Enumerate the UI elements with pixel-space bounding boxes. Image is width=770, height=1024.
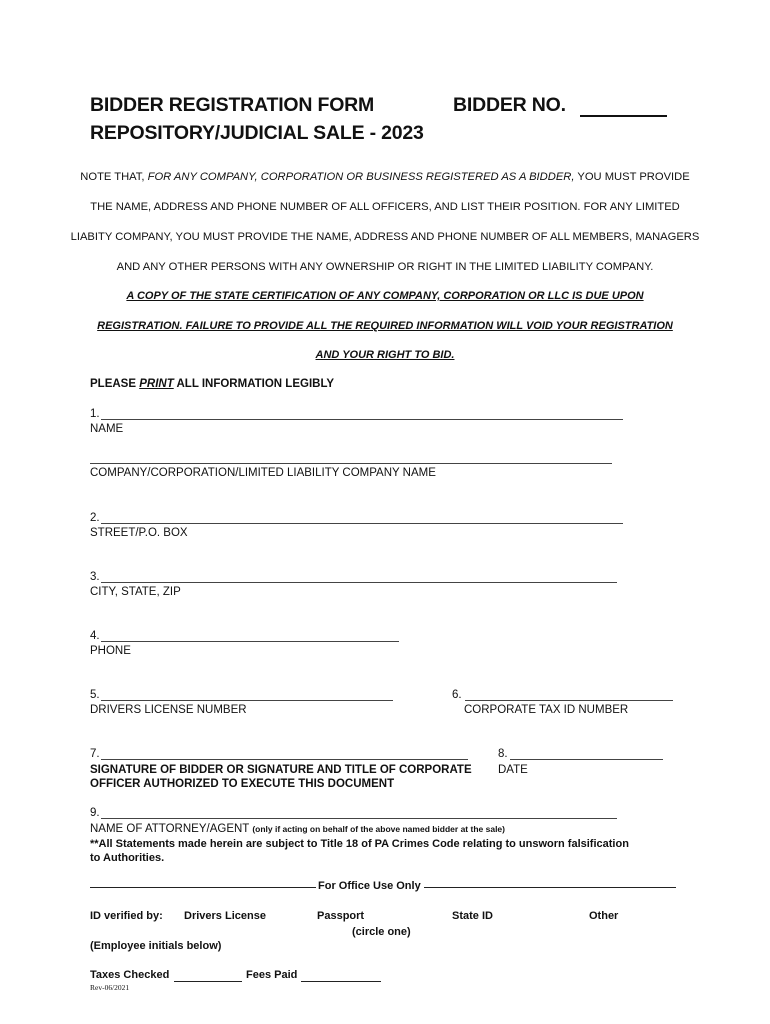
field-4-number: 4. — [90, 630, 100, 642]
attorney-label-note: (only if acting on behalf of the above named bidder at the sale) — [252, 824, 505, 834]
note-line-1-suffix: YOU MUST PROVIDE — [577, 171, 690, 183]
note-line-1-italic: FOR ANY COMPANY, CORPORATION OR BUSINESS REGISTERED AS A BIDDER, — [147, 171, 575, 183]
field-6-number: 6. — [452, 689, 462, 701]
note-line-2: THE NAME, ADDRESS AND PHONE NUMBER OF ALL OFFICERS, AND LIST THEIR POSITION. FOR ANY LIMITED — [90, 201, 680, 213]
revision-label: Rev-06/2021 — [90, 983, 130, 992]
phone-input-line[interactable] — [101, 641, 399, 642]
signature-input-line[interactable] — [101, 759, 468, 760]
company-name-label: COMPANY/CORPORATION/LIMITED LIABILITY COMPANY NAME — [90, 467, 436, 479]
signature-label-line-2: OFFICER AUTHORIZED TO EXECUTE THIS DOCUMENT — [90, 778, 395, 790]
form-title: BIDDER REGISTRATION FORM — [90, 94, 375, 116]
option-passport[interactable]: Passport — [317, 910, 365, 922]
field-2-number: 2. — [90, 512, 100, 524]
phone-label: PHONE — [90, 645, 131, 657]
note-line-3: LIABITY COMPANY, YOU MUST PROVIDE THE NAME, ADDRESS AND PHONE NUMBER OF ALL MEMBERS, MANAGERS — [70, 231, 700, 243]
instruction-prefix: PLEASE — [90, 378, 137, 390]
instruction-suffix: ALL INFORMATION LEGIBLY — [176, 378, 335, 390]
drivers-license-label: DRIVERS LICENSE NUMBER — [90, 704, 247, 716]
note-line-1 — [0, 171, 770, 183]
note-line-1-prefix: NOTE THAT, — [80, 171, 145, 183]
street-label: STREET/P.O. BOX — [90, 527, 188, 539]
name-input-line[interactable] — [101, 419, 623, 420]
company-name-input-line[interactable] — [90, 463, 612, 464]
warning-line-1: A COPY OF THE STATE CERTIFICATION OF ANY COMPANY, CORPORATION OR LLC IS DUE UPON — [126, 290, 644, 302]
form-subtitle: REPOSITORY/JUDICIAL SALE - 2023 — [90, 122, 424, 144]
taxes-checked-input-line[interactable] — [174, 981, 242, 982]
city-input-line[interactable] — [101, 582, 617, 583]
office-use-label: For Office Use Only — [318, 880, 421, 892]
city-label: CITY, STATE, ZIP — [90, 586, 181, 598]
corp-tax-id-label: CORPORATE TAX ID NUMBER — [464, 704, 629, 716]
drivers-license-input-line[interactable] — [101, 700, 393, 701]
attorney-label-text: NAME OF ATTORNEY/AGENT — [90, 823, 250, 835]
field-8-number: 8. — [498, 748, 508, 760]
circle-one-hint: (circle one) — [352, 926, 411, 938]
fees-paid-label: Fees Paid — [246, 969, 298, 981]
option-drivers-license[interactable]: Drivers License — [184, 910, 266, 922]
date-input-line[interactable] — [510, 759, 663, 760]
instruction-print-word: PRINT — [139, 378, 174, 390]
note-line-4: AND ANY OTHER PERSONS WITH ANY OWNERSHIP OR RIGHT IN THE LIMITED LIABILITY COMPANY. — [116, 261, 654, 273]
name-label: NAME — [90, 423, 124, 435]
taxes-checked-label: Taxes Checked — [90, 969, 170, 981]
street-input-line[interactable] — [101, 523, 623, 524]
disclaimer-line-1: **All Statements made herein are subject to Title 18 of PA Crimes Code relating to unsworn falsification — [90, 838, 629, 850]
field-5-number: 5. — [90, 689, 100, 701]
warning-line-2: REGISTRATION. FAILURE TO PROVIDE ALL THE REQUIRED INFORMATION WILL VOID YOUR REGISTRATION — [97, 320, 673, 332]
field-3-number: 3. — [90, 571, 100, 583]
warning-line-3: AND YOUR RIGHT TO BID. — [315, 349, 455, 361]
office-divider-left — [90, 887, 316, 888]
bidder-no-field[interactable] — [580, 115, 667, 117]
date-label: DATE — [498, 764, 528, 776]
employee-initials-label: (Employee initials below) — [90, 940, 222, 952]
attorney-label — [90, 823, 505, 835]
field-7-number: 7. — [90, 748, 100, 760]
bidder-no-label: BIDDER NO. — [453, 94, 566, 116]
office-divider-right — [424, 887, 676, 888]
option-other[interactable]: Other — [589, 910, 619, 922]
disclaimer-line-2: to Authorities. — [90, 852, 165, 864]
attorney-input-line[interactable] — [101, 818, 617, 819]
field-9-number: 9. — [90, 807, 100, 819]
id-verified-label: ID verified by: — [90, 910, 163, 922]
signature-label-line-1: SIGNATURE OF BIDDER OR SIGNATURE AND TITLE OF CORPORATE — [90, 764, 472, 776]
fees-paid-input-line[interactable] — [301, 981, 381, 982]
field-1-number: 1. — [90, 408, 100, 420]
print-instruction — [90, 378, 334, 390]
corp-tax-id-input-line[interactable] — [465, 700, 673, 701]
option-state-id[interactable]: State ID — [452, 910, 493, 922]
